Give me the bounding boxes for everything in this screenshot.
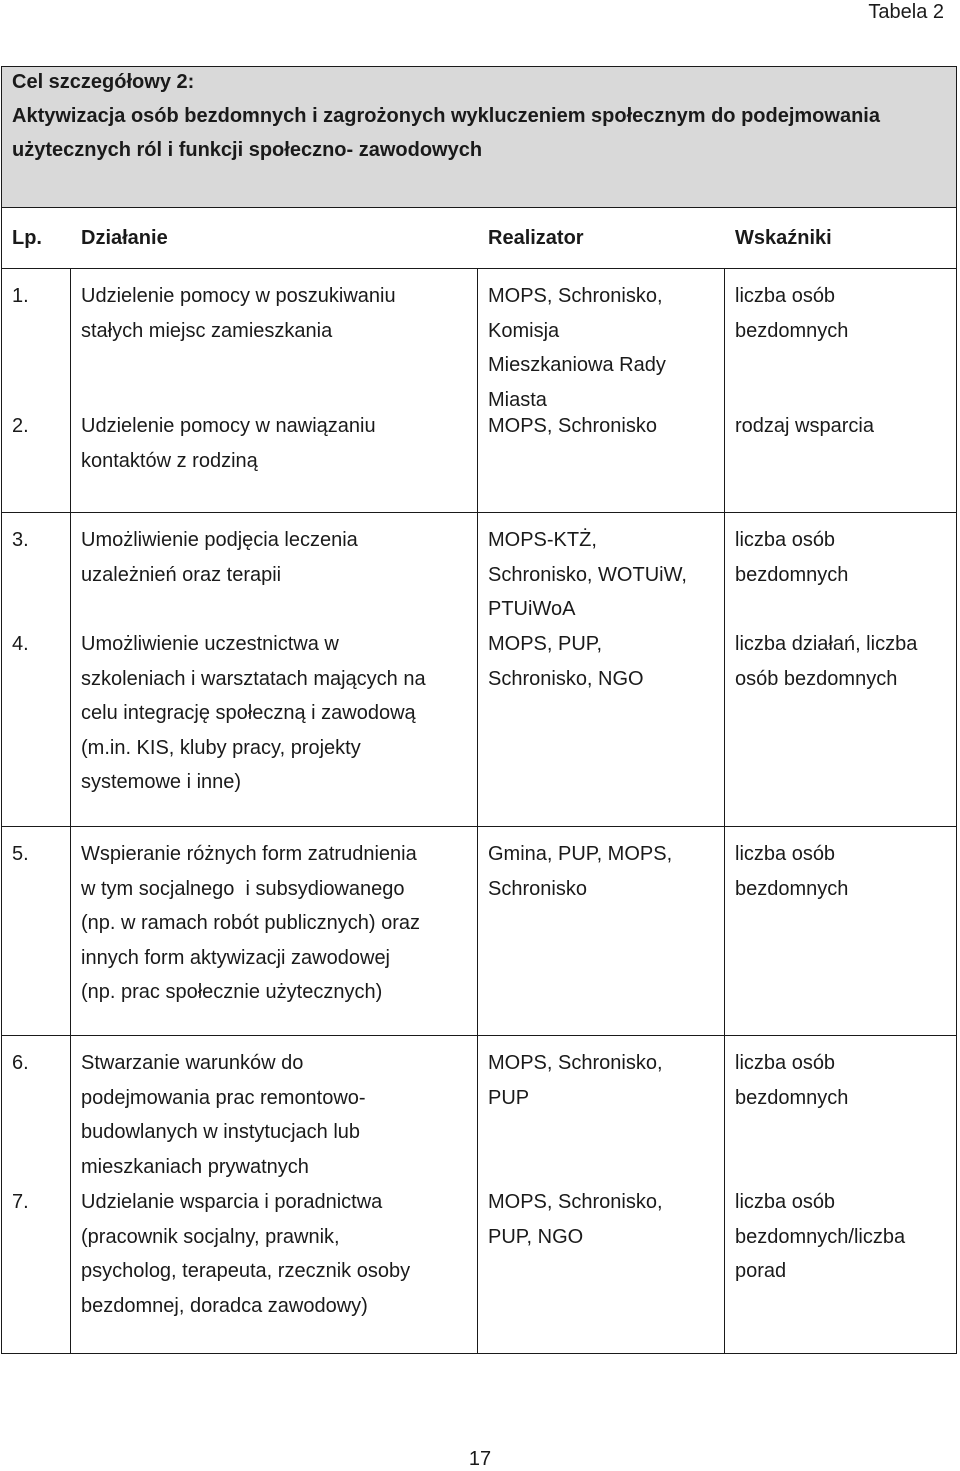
- row-number-line: 5.: [12, 843, 29, 865]
- action-text-line: kontaktów z rodziną: [81, 449, 258, 472]
- indicator-text: [735, 1185, 955, 1289]
- section-cell-1-2: [2, 269, 957, 513]
- action-text-line: (m.in. KIS, kluby pracy, projekty: [81, 736, 361, 759]
- action-text-line: Wspieranie różnych form zatrudnienia: [81, 843, 417, 865]
- realizer-text-line: MOPS, Schronisko: [488, 415, 657, 437]
- action-text-line: podejmowania prac remontowo-: [81, 1086, 366, 1109]
- indicator-text-line: bezdomnych: [735, 877, 849, 900]
- indicator-text-line: liczba osób: [735, 1191, 836, 1213]
- indicator-text-line: liczba osób: [735, 1052, 836, 1074]
- indicator-text-line: liczba osób: [735, 843, 836, 865]
- action-text-line: (pracownik socjalny, prawnik,: [81, 1225, 340, 1248]
- action-text-line: psycholog, terapeuta, rzecznik osoby: [81, 1260, 411, 1282]
- indicator-text: [735, 523, 955, 592]
- action-text: [81, 837, 473, 1010]
- realizer-text-line: PUP, NGO: [488, 1225, 584, 1248]
- action-text-line: innych form aktywizacji zawodowej: [81, 946, 391, 969]
- action-text-line: Umożliwienie podjęcia leczenia: [81, 529, 358, 551]
- action-text: [81, 279, 473, 348]
- section-row-3-4: [2, 513, 957, 827]
- objective-header: [2, 67, 957, 208]
- section-row-6-7: [2, 1036, 957, 1354]
- action-text-line: bezdomnej, doradca zawodowy): [81, 1294, 368, 1317]
- objective-title: Cel szczegółowy 2:: [12, 71, 195, 93]
- indicator-text: [735, 409, 955, 444]
- realizer-text: [488, 409, 723, 444]
- action-text-line: mieszkaniach prywatnych: [81, 1155, 309, 1178]
- realizer-text-line: MOPS, Schronisko,: [488, 1191, 663, 1213]
- header-row: [2, 67, 957, 208]
- row-number-line: 1.: [12, 285, 29, 307]
- action-text-line: Umożliwienie uczestnictwa w: [81, 633, 339, 655]
- action-text-line: (np. w ramach robót publicznych) oraz: [81, 912, 421, 934]
- action-text-line: celu integrację społeczną i zawodową: [81, 702, 416, 724]
- indicator-text-line: bezdomnych/liczba: [735, 1225, 906, 1248]
- row-number: [12, 409, 62, 444]
- row-number-line: 3.: [12, 529, 29, 551]
- section-grid: [2, 513, 956, 826]
- realizer-text-line: Schronisko, WOTUiW,: [488, 563, 687, 586]
- indicator-text-line: osób bezdomnych: [735, 667, 898, 690]
- action-text: [81, 409, 473, 478]
- section-cell-5: [2, 827, 957, 1036]
- action-text: [81, 627, 473, 800]
- row-number: [12, 1185, 62, 1220]
- section-grid: [2, 269, 956, 512]
- indicator-text-line: bezdomnych: [735, 1086, 849, 1109]
- action-text-line: Udzielanie wsparcia i poradnictwa: [81, 1191, 383, 1213]
- objective-description-line2: użytecznych ról i funkcji społeczno- zawodowych: [12, 139, 483, 161]
- realizer-text: [488, 1185, 723, 1254]
- action-text: [81, 523, 473, 592]
- indicator-text-line: porad: [735, 1260, 787, 1282]
- column-header-row: [2, 208, 957, 269]
- action-text-line: budowlanych w instytucjach lub: [81, 1121, 361, 1143]
- action-text-line: szkoleniach i warsztatach mających na: [81, 667, 426, 690]
- row-number-line: 4.: [12, 633, 29, 655]
- realizer-text-line: MOPS, PUP,: [488, 633, 603, 655]
- indicator-text-line: liczba osób: [735, 529, 836, 551]
- action-text-line: stałych miejsc zamieszkania: [81, 319, 333, 342]
- objectives-table: [1, 66, 957, 1354]
- row-number-line: 2.: [12, 415, 29, 437]
- realizer-text: [488, 1046, 723, 1115]
- column-header-indicators: Wskaźniki: [735, 227, 832, 249]
- realizer-text-line: Komisja: [488, 319, 560, 342]
- realizer-text-line: MOPS, Schronisko,: [488, 285, 663, 307]
- indicator-text: [735, 279, 955, 348]
- section-row-5: [2, 827, 957, 1036]
- realizer-text-line: Schronisko: [488, 877, 587, 900]
- row-number-line: 7.: [12, 1191, 29, 1213]
- row-number: [12, 837, 62, 872]
- realizer-text: [488, 523, 723, 627]
- section-cell-6-7: [2, 1036, 957, 1354]
- column-header-action: Działanie: [81, 227, 168, 249]
- objective-description-line1: Aktywizacja osób bezdomnych i zagrożonych wykluczeniem społecznym do podejmowania: [12, 105, 880, 127]
- row-number: [12, 279, 62, 314]
- row-number: [12, 627, 62, 662]
- indicator-text-line: bezdomnych: [735, 319, 849, 342]
- realizer-text-line: Miasta: [488, 388, 547, 411]
- section-cell-3-4: [2, 513, 957, 827]
- realizer-text-line: Gmina, PUP, MOPS,: [488, 843, 673, 865]
- action-text: [81, 1185, 473, 1323]
- row-number: [12, 523, 62, 558]
- indicator-text: [735, 627, 955, 696]
- realizer-text-line: PTUiWoA: [488, 598, 576, 620]
- realizer-text: [488, 279, 723, 417]
- realizer-text-line: Schronisko, NGO: [488, 667, 644, 690]
- section-grid: [2, 1036, 956, 1353]
- indicator-text-line: bezdomnych: [735, 563, 849, 586]
- action-text: [81, 1046, 473, 1184]
- realizer-text: [488, 627, 723, 696]
- action-text-line: Udzielenie pomocy w nawiązaniu: [81, 415, 376, 437]
- table-label: Tabela 2: [868, 1, 944, 23]
- action-text-line: uzależnień oraz terapii: [81, 563, 282, 586]
- page-number: 17: [468, 1448, 492, 1470]
- realizer-text-line: PUP: [488, 1086, 530, 1109]
- row-number: [12, 1046, 62, 1081]
- section-grid: [2, 827, 956, 1035]
- column-header-cell: [2, 208, 957, 269]
- realizer-text: [488, 837, 723, 906]
- action-text-line: Udzielenie pomocy w poszukiwaniu: [81, 285, 396, 307]
- action-text-line: w tym socjalnego i subsydiowanego: [81, 877, 405, 900]
- indicator-text: [735, 1046, 955, 1115]
- column-header-lp: Lp.: [12, 227, 42, 249]
- action-text-line: (np. prac społecznie użytecznych): [81, 981, 383, 1003]
- column-header-realizer: Realizator: [488, 227, 584, 249]
- action-text-line: systemowe i inne): [81, 771, 242, 793]
- action-text-line: Stwarzanie warunków do: [81, 1052, 304, 1074]
- realizer-text-line: Mieszkaniowa Rady: [488, 354, 666, 376]
- realizer-text-line: MOPS-KTŻ,: [488, 529, 597, 551]
- indicator-text-line: liczba działań, liczba: [735, 633, 918, 655]
- indicator-text: [735, 837, 955, 906]
- indicator-text-line: liczba osób: [735, 285, 836, 307]
- row-number-line: 6.: [12, 1052, 29, 1074]
- indicator-text-line: rodzaj wsparcia: [735, 415, 874, 437]
- section-row-1-2: [2, 269, 957, 513]
- realizer-text-line: MOPS, Schronisko,: [488, 1052, 663, 1074]
